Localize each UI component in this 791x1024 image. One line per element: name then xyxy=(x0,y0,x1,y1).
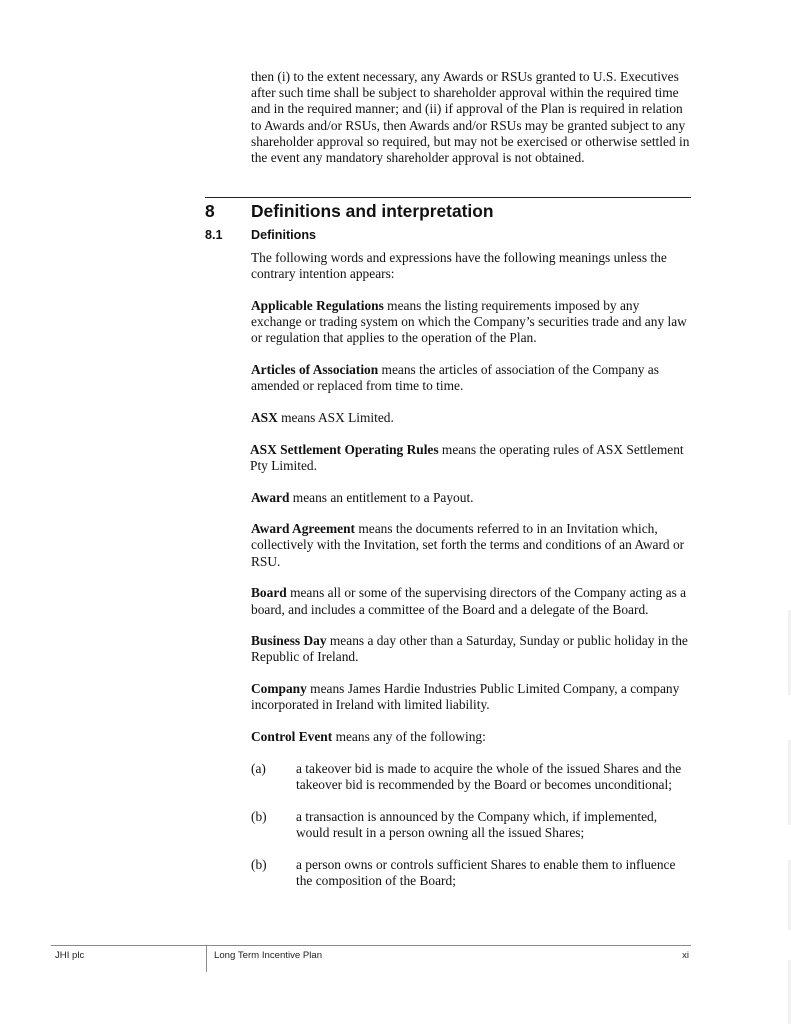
footer-page-number: xi xyxy=(682,950,689,961)
definition-award xyxy=(251,490,693,506)
definition-text: means the listing requirements imposed by any exchange or trading system on which the Company’s securities trade and any law or regulation that applies to the operation of the Plan. xyxy=(251,297,687,346)
definition-term: Award Agreement xyxy=(251,521,355,537)
footer-company: JHI plc xyxy=(55,950,85,961)
intro-paragraph: then (i) to the extent necessary, any Awards or RSUs granted to U.S. Executives after such time shall be subject to shareholder approval within the required time and in the required manner; and (ii) if approval of the Plan is required in relation to Awards and/or RSUs, then Awards and/or RSUs may be granted subject to any shareholder approval so required, but may not be exercised or otherwise settled in the event any mandatory shareholder approval is not obtained. xyxy=(251,69,690,166)
definition-text: means the operating rules of ASX Settlement Pty Limited. xyxy=(250,441,684,473)
list-text: a takeover bid is made to acquire the whole of the issued Shares and the takeover bid is recommended by the Board or becomes unconditional; xyxy=(296,760,682,792)
definition-text: means ASX Limited. xyxy=(277,409,394,425)
list-text: a transaction is announced by the Company which, if implemented, would result in a person owning all the issued Shares; xyxy=(296,808,658,840)
definition-text: means the documents referred to in an Invitation which, collectively with the Invitation, set forth the terms and conditions of an Award or RSU. xyxy=(251,521,685,569)
control-event-item xyxy=(251,761,693,793)
footer-column-divider xyxy=(206,945,207,972)
definition-articles-of-association xyxy=(251,362,693,394)
definition-term: Award xyxy=(251,489,290,505)
control-event-item xyxy=(251,809,693,841)
list-text: a person owns or controls sufficient Shares to enable them to influence the composition of the Board; xyxy=(296,856,676,888)
section-number: 8 xyxy=(205,201,215,221)
list-label: (b) xyxy=(251,808,267,824)
definition-asx-settlement-operating-rules xyxy=(250,442,693,474)
definition-text: means all or some of the supervising directors of the Company acting as a board, and includes a committee of the Board and a delegate of the Board. xyxy=(251,585,687,617)
definition-asx xyxy=(251,410,693,426)
subsection-number: 8.1 xyxy=(205,228,223,242)
definition-text: means any of the following: xyxy=(332,729,486,745)
section-title: Definitions and interpretation xyxy=(251,201,494,221)
subsection-title: Definitions xyxy=(251,228,317,242)
definition-term: Applicable Regulations xyxy=(251,297,384,313)
definitions-body xyxy=(251,250,693,904)
section-divider xyxy=(205,197,691,198)
footer-document-title: Long Term Incentive Plan xyxy=(214,950,323,961)
scan-edge-artifact xyxy=(787,0,791,1024)
definition-term: ASX xyxy=(251,409,278,425)
definition-text: means a day other than a Saturday, Sunday or public holiday in the Republic of Ireland. xyxy=(251,633,688,665)
definition-company xyxy=(251,681,693,713)
definition-term: Board xyxy=(251,585,287,601)
control-event-item xyxy=(251,857,693,889)
definition-business-day xyxy=(251,633,693,665)
definition-term: Company xyxy=(251,681,307,697)
definition-text: means James Hardie Industries Public Limited Company, a company incorporated in Ireland with limited liability. xyxy=(251,681,680,713)
list-label: (a) xyxy=(251,760,266,776)
list-label: (b) xyxy=(251,856,267,872)
definition-term: Business Day xyxy=(251,633,327,649)
definition-text: means the articles of association of the Company as amended or replaced from time to time. xyxy=(251,362,659,394)
definition-control-event xyxy=(251,729,693,745)
definition-award-agreement xyxy=(251,521,693,570)
definition-text: means an entitlement to a Payout. xyxy=(289,489,474,505)
definition-board xyxy=(251,585,693,617)
definition-applicable-regulations xyxy=(251,298,693,347)
definition-term: Articles of Association xyxy=(251,362,379,378)
definition-term: ASX Settlement Operating Rules xyxy=(250,441,439,457)
definition-term: Control Event xyxy=(251,729,333,745)
footer-divider xyxy=(51,945,691,946)
lead-in-paragraph: The following words and expressions have the following meanings unless the contrary intention appears: xyxy=(251,250,667,282)
